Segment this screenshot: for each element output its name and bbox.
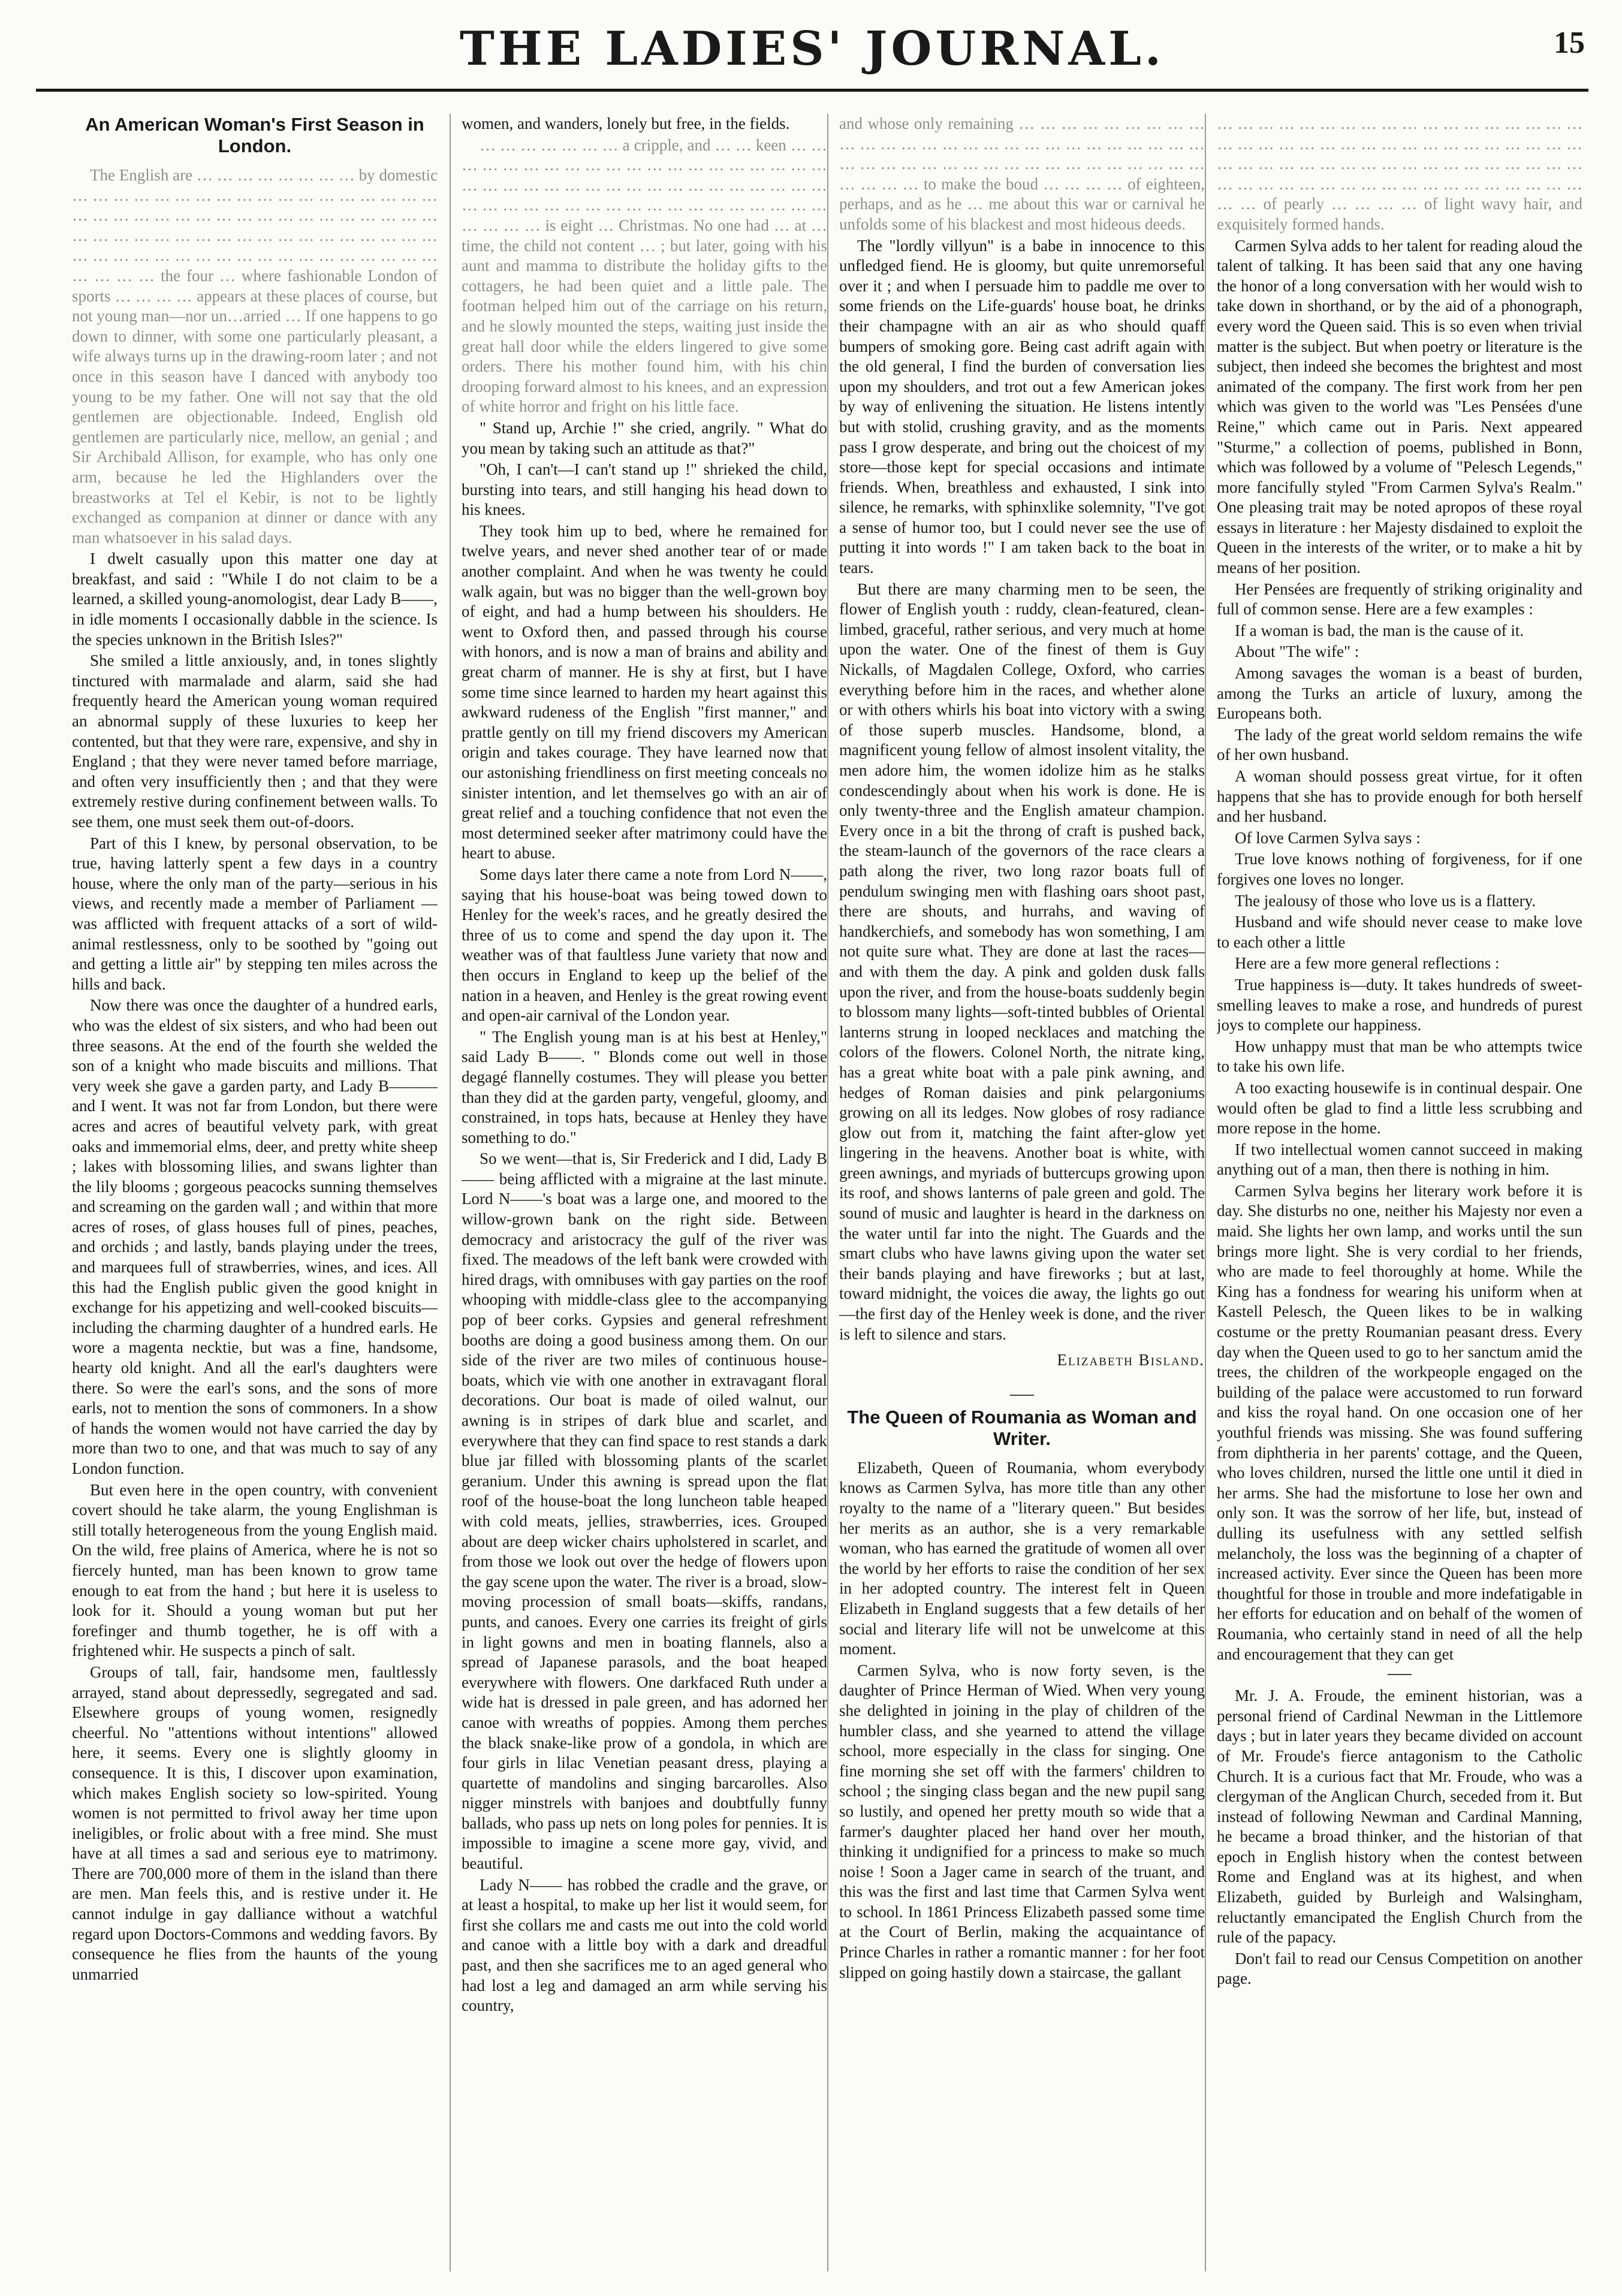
paragraph: The "lordly villyun" is a babe in innocence to this unfledged fiend. He is gloomy, but quite unremorseful over it ; and when I persuade him to paddle me over to some friends on the Life-guards' house boat, he drinks their champagne with an air as who should quaff bumpers of smoking gore. Being cast adrift again with the old general, I find the burden of conversation lies upon my shoulders, and trot out a few American jokes by way of enlivening the situation. He listens intently but with stolid, crushing gravity, and as the moments pass I grow desperate, and bring out the choicest of my store—those kept for special occasions and intimate friends. When, breathless and exhausted, I sink into silence, he remarks, with sphinxlike solemnity, "I've got a sense of humor too, but I could never see the use of putting it into words !" I am taken back to the boat in tears. <box>839 236 1205 577</box>
paragraph: Don't fail to read our Census Competition on another page. <box>1217 1949 1582 1988</box>
column-3 <box>839 114 1205 2271</box>
paragraph: True happiness is—duty. It takes hundreds of sweet-smelling leaves to make a rose, and hundreds of purest joys to complete our happiness. <box>1217 975 1582 1034</box>
paragraph: … … … … … … … a cripple, and … … keen … … … … … … … … … … … … … … … … … … … … … … … … … … … … … … … … … … … … … … … … … … … … … … … … … … … … … … … … … … … … is eight … Christmas. No one had … at … time, the child not content … ; but later, going with his aunt and mamma to distribute the holiday gifts to the cottagers, he had been quiet and a little pale. The footman helped him out of the carriage on his return, and he slowly mounted the steps, waiting just inside the great hall door while the elders lingered to give some orders. There his mother found him, with his chin drooping forward almost to his knees, and an expression of white horror and fright on his little face. <box>462 135 827 416</box>
paragraph: I dwelt casually upon this matter one day at breakfast, and said : "While I do not claim to be a learned, a skilled young-anomologist, dear Lady B——, in idle moments I occasionally dabble in the science. Is the species unknown in the British Isles?" <box>72 550 438 648</box>
paragraph: How unhappy must that man be who attempts twice to take his own life. <box>1217 1037 1582 1076</box>
masthead <box>36 22 1588 92</box>
paragraph: Some days later there came a note from Lord N——, saying that his house-boat was being towed down to Henley for the week's races, and he greatly desired the three of us to come and spend the day upon it. The weather was of that faultless June variety that now and then occurs in England to keep up the belief of the nation in a heaven, and Henley is the great rowing event and open-air carnival of the London year. <box>462 865 827 1025</box>
paragraph: If a woman is bad, the man is the cause of it. <box>1235 621 1524 639</box>
paragraph: Elizabeth, Queen of Roumania, whom everybody knows as Carmen Sylva, has more title than any other royalty to the name of a "literary queen." But besides her merits as an author, she is a very remarkable woman, who has earned the gratitude of women all over the world by her efforts to raise the condition of her sex in her adopted country. The interest felt in Queen Elizabeth in England suggests that a few details of her social and literary life will not be unwelcome at this moment. <box>839 1458 1205 1658</box>
paragraph: Here are a few more general reflections : <box>1235 954 1500 973</box>
column-rule <box>827 114 828 2271</box>
paragraph: Of love Carmen Sylva says : <box>1235 828 1421 847</box>
paragraph: "Oh, I can't—I can't stand up !" shrieked the child, bursting into tears, and still hanging his head down to his knees. <box>462 460 827 519</box>
paragraph: " Stand up, Archie !" she cried, angrily. " What do you mean by taking such an attitude as that?" <box>462 418 827 457</box>
paragraph: Groups of tall, fair, handsome men, faultlessly arrayed, stand about depressedly, segregated and sad. Elsewhere groups of young women, resignedly cheerful. No "attentions without intentions" allowed here, it seems. Every one is slightly gloomy in consequence. It is this, I discover upon examination, which makes English society so low-spirited. Young women is not permitted to frivol away her time upon ineligibles, or frolic about with a free mind. She must have at all times a sad and serious eye to matrimony. There are 700,000 more of them in the island than there are men. Man feels this, and is restive under it. He cannot indulge in gay dalliance without a watchful regard upon Doctors-Commons and wedding favors. By consequence he flies from the haunts of the young unmarried <box>72 1663 438 1983</box>
column-rule <box>450 114 451 2271</box>
article-separator <box>1010 1395 1034 1396</box>
paragraph: Mr. J. A. Froude, the eminent historian, was a personal friend of Cardinal Newman in the Littlemore days ; but in later years they became divided on account of Mr. Froude's fierce antagonism to the Catholic Church. It is a curious fact that Mr. Froude, who was a clergyman of the Anglican Church, seceded from it. But instead of following Newman and Cardinal Manning, he became a broad thinker, and the historian of that epoch in English history when the contest between Rome and England was at its highest, and when Elizabeth, guided by Burleigh and Walsingham, reluctantly emancipated the English Church from the rule of the papacy. <box>1217 1686 1582 1947</box>
paragraph: So we went—that is, Sir Frederick and I did, Lady B—— being afflicted with a migraine at the last minute. Lord N——'s boat was a large one, and moored to the willow-grown bank on the right side. Between democracy and aristocracy the gulf of the river was fixed. The meadows of the left bank were crowded with hired drags, with omnibuses with gay parties on the roof whooping with middle-class glee to the accompanying pop of beer corks. Gypsies and general refreshment booths are doing a good business among them. On our side of the river are two miles of continuous house-boats, which vie with one another in extravagant floral decorations. Our boat is made of oiled walnut, our awning is in stripes of dark blue and scarlet, and everywhere that they can find space to rest stands a dark blue jar filled with blossoming plants of the scarlet geranium. Under this awning is spread upon the flat roof of the house-boat the long luncheon table heaped with cold meats, jellies, strawberries, ices. Grouped about are deep wicker chairs upholstered in scarlet, and from those we look out over the hedge of flowers upon the gay scene upon the water. The river is a broad, slow-moving procession of small boats—skiffs, randans, punts, and canoes. Every one carries its freight of girls in light gowns and men in boating flannels, also a spread of Japanese parasols, and the boat heaped everywhere with flowers. One darkfaced Ruth under a wide hat is dressed in pale green, and has adorned her canoe with wreaths of poppies. Among them perches the black snake-like prow of a gondola, in which are four girls in lilac Venetian peasant dress, playing a quartette of mandolins and singing barcarolles. Also nigger minstrels with banjoes and doubtfully funny ballads, who pass up nets on long poles for pennies. It is impossible to imagine a scene more gay, vivid, and beautiful. <box>462 1149 827 1873</box>
newspaper-title: THE LADIES' JOURNAL. <box>459 22 1165 76</box>
column-4 <box>1217 114 1582 2271</box>
paragraph: Now there was once the daughter of a hundred earls, who was the eldest of six sisters, and who had been out three seasons. At the end of the fourth she welded the son of a knight who made biscuits and millions. That very week she gave a garden party, and Lady B———and I went. It was not far from London, but there were acres and acres of beautiful velvety park, with great oaks and immemorial elms, deer, and pretty white sheep ; lakes with blossoming lilies, and swans lighter than the lily blooms ; gorgeous peacocks sunning themselves and screaming on the garden wall ; and within that more acres of roses, of glass houses full of pines, peaches, and orchids ; and lastly, bands playing under the trees, and marquees full of strawberries, wines, and ices. All this had the English public given the good knight in exchange for his appetizing and well-cooked biscuits—including the charming daughter of a hundred earls. He wore a magenta necktie, but was a fine, handsome, hearty old knight. And all the earl's daughters were there. So were the earl's sons, and the sons of more earls, not to mention the sons of commoners. In a show of hands the women would not have carried the day by more than two to one, and that was much to say of any London function. <box>72 996 438 1477</box>
article-heading: The Queen of Roumania as Woman and Writer. <box>847 1406 1197 1449</box>
paragraph: and whose only remaining … … … … … … … … … … … … … … … … … … … … … … … … … … … … … … … … … … … … … … … … … … … … … … … … … to make the boud … … … … of eighteen, perhaps, and as he … me about this war or carnival he unfolds some of his blackest and most hideous deeds. <box>839 114 1205 233</box>
paragraph: The English are … … … … … … … … by domestic … … … … … … … … … … … … … … … … … … … … … … … … … … … … … … … … … … … … … … … … … … … … … … … … … … … … … … … … … … … … … … … … … … … … … … … … … … … … the four … where fashionable London of sports … … … … appears at these places of course, but not young man—nor un…arried … If one happens to go down to dinner, with some one particularly pleasant, a wife always turns up in the drawing-room later ; and not once in this season have I danced with anybody too young to be my father. One will not say that the old gentlemen are objectionable. Indeed, English old gentlemen are particularly nice, mellow, an genial ; and Sir Archibald Allison, for example, who has only one arm, because he led the Highlanders over the breastworks at Tel el Kebir, is not to be lightly exchanged as companion at dinner or dance with any man whatsoever in his salad days. <box>72 166 438 547</box>
paragraph: A woman should possess great virtue, for it often happens that she has to provide enough for both herself and her husband. <box>1217 767 1582 826</box>
paragraph: If two intellectual women cannot succeed in making anything out of a man, then there is nothing in him. <box>1217 1140 1582 1179</box>
page-number: 15 <box>1554 26 1585 60</box>
paragraph: … … … … … … … … … … … … … … … … … … … … … … … … … … … … … … … … … … … … … … … … … … … … … … … … … … … … … … … … … … … … … … … … … … … … … … … … … … of pearly … … … … of light wavy hair, and exquisitely formed hands. <box>1217 114 1582 233</box>
paragraph: A too exacting housewife is in continual despair. One would often be glad to find a little less scrubbing and more repose in the home. <box>1217 1078 1582 1138</box>
paragraph: The lady of the great world seldom remains the wife of her own husband. <box>1217 725 1582 764</box>
paragraph: They took him up to bed, where he remained for twelve years, and never shed another tear of or made another complaint. And when he was twenty he could walk again, but was no bigger than the well-grown boy of eight, and had a hump between his shoulders. He went to Oxford then, and passed through his course with honors, and is now a man of brains and ability and great charm of manner. He is shy at first, but I have some time since learned to harden my heart against this awkward rudeness of the English "first manner," and prattle gently on till my friend discovers my American origin and takes courage. They have learned now that our astonishing friendliness on first meeting conceals no sinister intention, and let themselves go with an air of great relief and a touching confidence that not even the most determined seeker after matrimony could have the heart to abuse. <box>462 521 827 862</box>
paragraph: The jealousy of those who love us is a flattery. <box>1235 891 1536 910</box>
article-separator <box>1388 1674 1412 1675</box>
column-1 <box>72 114 438 2271</box>
column-rule <box>1205 114 1206 2271</box>
article-heading: An American Woman's First Season in London. <box>85 114 424 156</box>
column-2 <box>462 114 827 2271</box>
paragraph: Carmen Sylva, who is now forty seven, is the daughter of Prince Herman of Wied. When very young she delighted in joining in the play of children of the humbler class, and she yearned to attend the village school, more especially in the class for singing. One fine morning she set off with the farmers' children to school ; the singing class began and the new pupil sang so lustily, and opened her pretty mouth so wide that a farmer's daughter placed her hand over her mouth, thinking it undignified for a princess to make so much noise ! Soon a Jager came in search of the truant, and this was the first and last time that Carmen Sylva went to school. In 1861 Princess Elizabeth passed some time at the Court of Berlin, making the acquaintance of Prince Charles in rather a romantic manner : for her foot slipped on going hastily down a staircase, the gallant <box>839 1661 1205 1981</box>
author-signature: Elizabeth Bisland. <box>1057 1351 1205 1369</box>
paragraph: Carmen Sylva adds to her talent for reading aloud the talent of talking. It has been said that any one having the honor of a long conversation with her would wish to take down in shorthand, or by the aid of a phonograph, every word the Queen said. This is so even when trivial matter is the subject. But when poetry or literature is the subject, then indeed she becomes the brightest and most animated of the company. The first work from her pen which was given to the world was "Les Pensées d'une Reine," which came out in Paris. Next appeared "Sturme," a collection of poems, published in Bonn, which was followed by a volume of "Pelesch Legends," more fancifully styled "From Carmen Sylva's Realm." One pleasing trait may be noted apropos of these royal essays in literature : her Majesty disdained to exploit the Queen in the interests of the writer, or to make a hit by means of her position. <box>1217 236 1582 577</box>
paragraph: Carmen Sylva begins her literary work before it is day. She disturbs no one, neither his Majesty nor even a maid. She lights her own lamp, and works until the sun brings more light. She is very cordial to her friends, who are made to feel thoroughly at home. While the King has a fondness for wearing his uniform when at Kastell Pelesch, the Queen likes to be in walking costume or the pretty Roumanian peasant dress. Every day when the Queen used to go to her sanctum amid the trees, the children of the workpeople engaged on the building of the palace were accustomed to run forward and kiss the royal hand. On one occasion one of her youthful friends was missing. She was found suffering from diphtheria in her parents' cottage, and the Queen, who loves children, nursed the little one until it died in her arms. She had the misfortune to lose her own and only son. It was the sorrow of her life, but, instead of dulling its usefulness with any settled selfish melancholy, the loss was the beginning of a chapter of increased activity. Ever since the Queen has been more thoughtful for those in trouble and more indefatigable in her efforts for education and on behalf of the women of Roumania, who certainly stand in need of all the help and encouragement that they can get <box>1217 1181 1582 1663</box>
paragraph: She smiled a little anxiously, and, in tones slightly tinctured with marmalade and alarm, said she had frequently heard the American young woman required an abnormal supply of these luxuries to keep her contented, but that they were rare, expensive, and shy in England ; that they were never tamed before marriage, and often very insufficiently then ; and that they were extremely restive during confinement between walls. To see them, one must seek them out-of-doors. <box>72 651 438 831</box>
paragraph: " The English young man is at his best at Henley," said Lady B——. " Blonds come out well in those degagé flannelly costumes. They will please you better than they did at the garden party, vengeful, gloomy, and constrained, in tops hats, because at Henley they have something to do." <box>462 1027 827 1147</box>
paragraph: women, and wanders, lonely but free, in the fields. <box>462 114 790 132</box>
paragraph: Among savages the woman is a beast of burden, among the Turks an article of luxury, among the Europeans both. <box>1217 664 1582 723</box>
paragraph: Husband and wife should never cease to make love to each other a little <box>1217 913 1582 951</box>
paragraph: Lady N—— has robbed the cradle and the grave, or at least a hospital, to make up her list it would seem, for first she collars me and casts me out into the cold world and canoe with a little boy with a dark and dreadful past, and then she sacrifices me to an aged general who had lost a leg and damaged an arm while serving his country, <box>462 1875 827 2015</box>
paragraph: Part of this I knew, by personal observation, to be true, having latterly spent a few days in a country house, where the only man of the party—serious in his views, and recently made a member of Parliament —was afflicted with frequent attacks of a sort of wild-animal restlessness, only to be soothed by "going out and getting a little air" by stepping ten miles across the hills and back. <box>72 834 438 993</box>
paragraph: True love knows nothing of forgiveness, for if one forgives one loves no longer. <box>1217 850 1582 888</box>
paragraph: Her Pensées are frequently of striking originality and full of common sense. Here are a few examples : <box>1217 580 1582 618</box>
paragraph: But there are many charming men to be seen, the flower of English youth : ruddy, clean-featured, clean-limbed, graceful, rather serious, and very much at home upon the water. One of the finest of them is Guy Nickalls, of Magdalen College, Oxford, who carries everything before him in the races, and whether alone or with others whirls his boat into victory with a swing of those superb muscles. Handsome, blond, a magnificent young fellow of almost insolent vitality, the men adore him, the women idolize him as he stalks condescendingly about when his work is done. He is only twenty-three and the English amateur champion. Every once in a bit the throng of craft is pushed back, the steam-launch of the governors of the race clears a path along the river, two long razor boats full of pendulum swinging men with flashing oars shoot past, there are shouts, and hurrahs, and waving of handkerchiefs, and somebody has won something, I am not quite sure what. They are done at last the races—and with them the day. A pink and golden dusk falls upon the river, and from the house-boats suddenly begin to blossom many lights—soft-tinted bubbles of Oriental lanterns strung in looped necklaces and matching the colors of the flowers. Colonel North, the nitrate king, has a great white boat with a pale pink awning, and hedges of Roman daisies and pink pelargoniums growing on all its ledges. Now globes of rosy radiance glow out from it, matching the faint after-glow yet lingering in the heavens. Another boat is white, with green awnings, and myriads of buttercups growing upon its roof, and shows lanterns of pale green and gold. The sound of music and laughter is heard in the darkness on the water until far into the night. The Guards and the smart clubs who have lawns giving upon the water set their bands playing and have fireworks ; but at last, toward midnight, the voices die away, the lights go out—the first day of the Henley week is done, and the river is left to silence and stars. <box>839 580 1205 1343</box>
paragraph: But even here in the open country, with convenient covert should he take alarm, the young Englishman is still totally heterogeneous from the young English maid. On the wild, free plains of America, where he is not so fiercely hunted, man has been known to grow tame enough to eat from the hand ; but here it is useless to look for it. Should a young woman but put her forefinger and thumb together, he is off with a frightened whir. He suspects a pinch of salt. <box>72 1480 438 1660</box>
paragraph: About "The wife" : <box>1235 642 1359 661</box>
